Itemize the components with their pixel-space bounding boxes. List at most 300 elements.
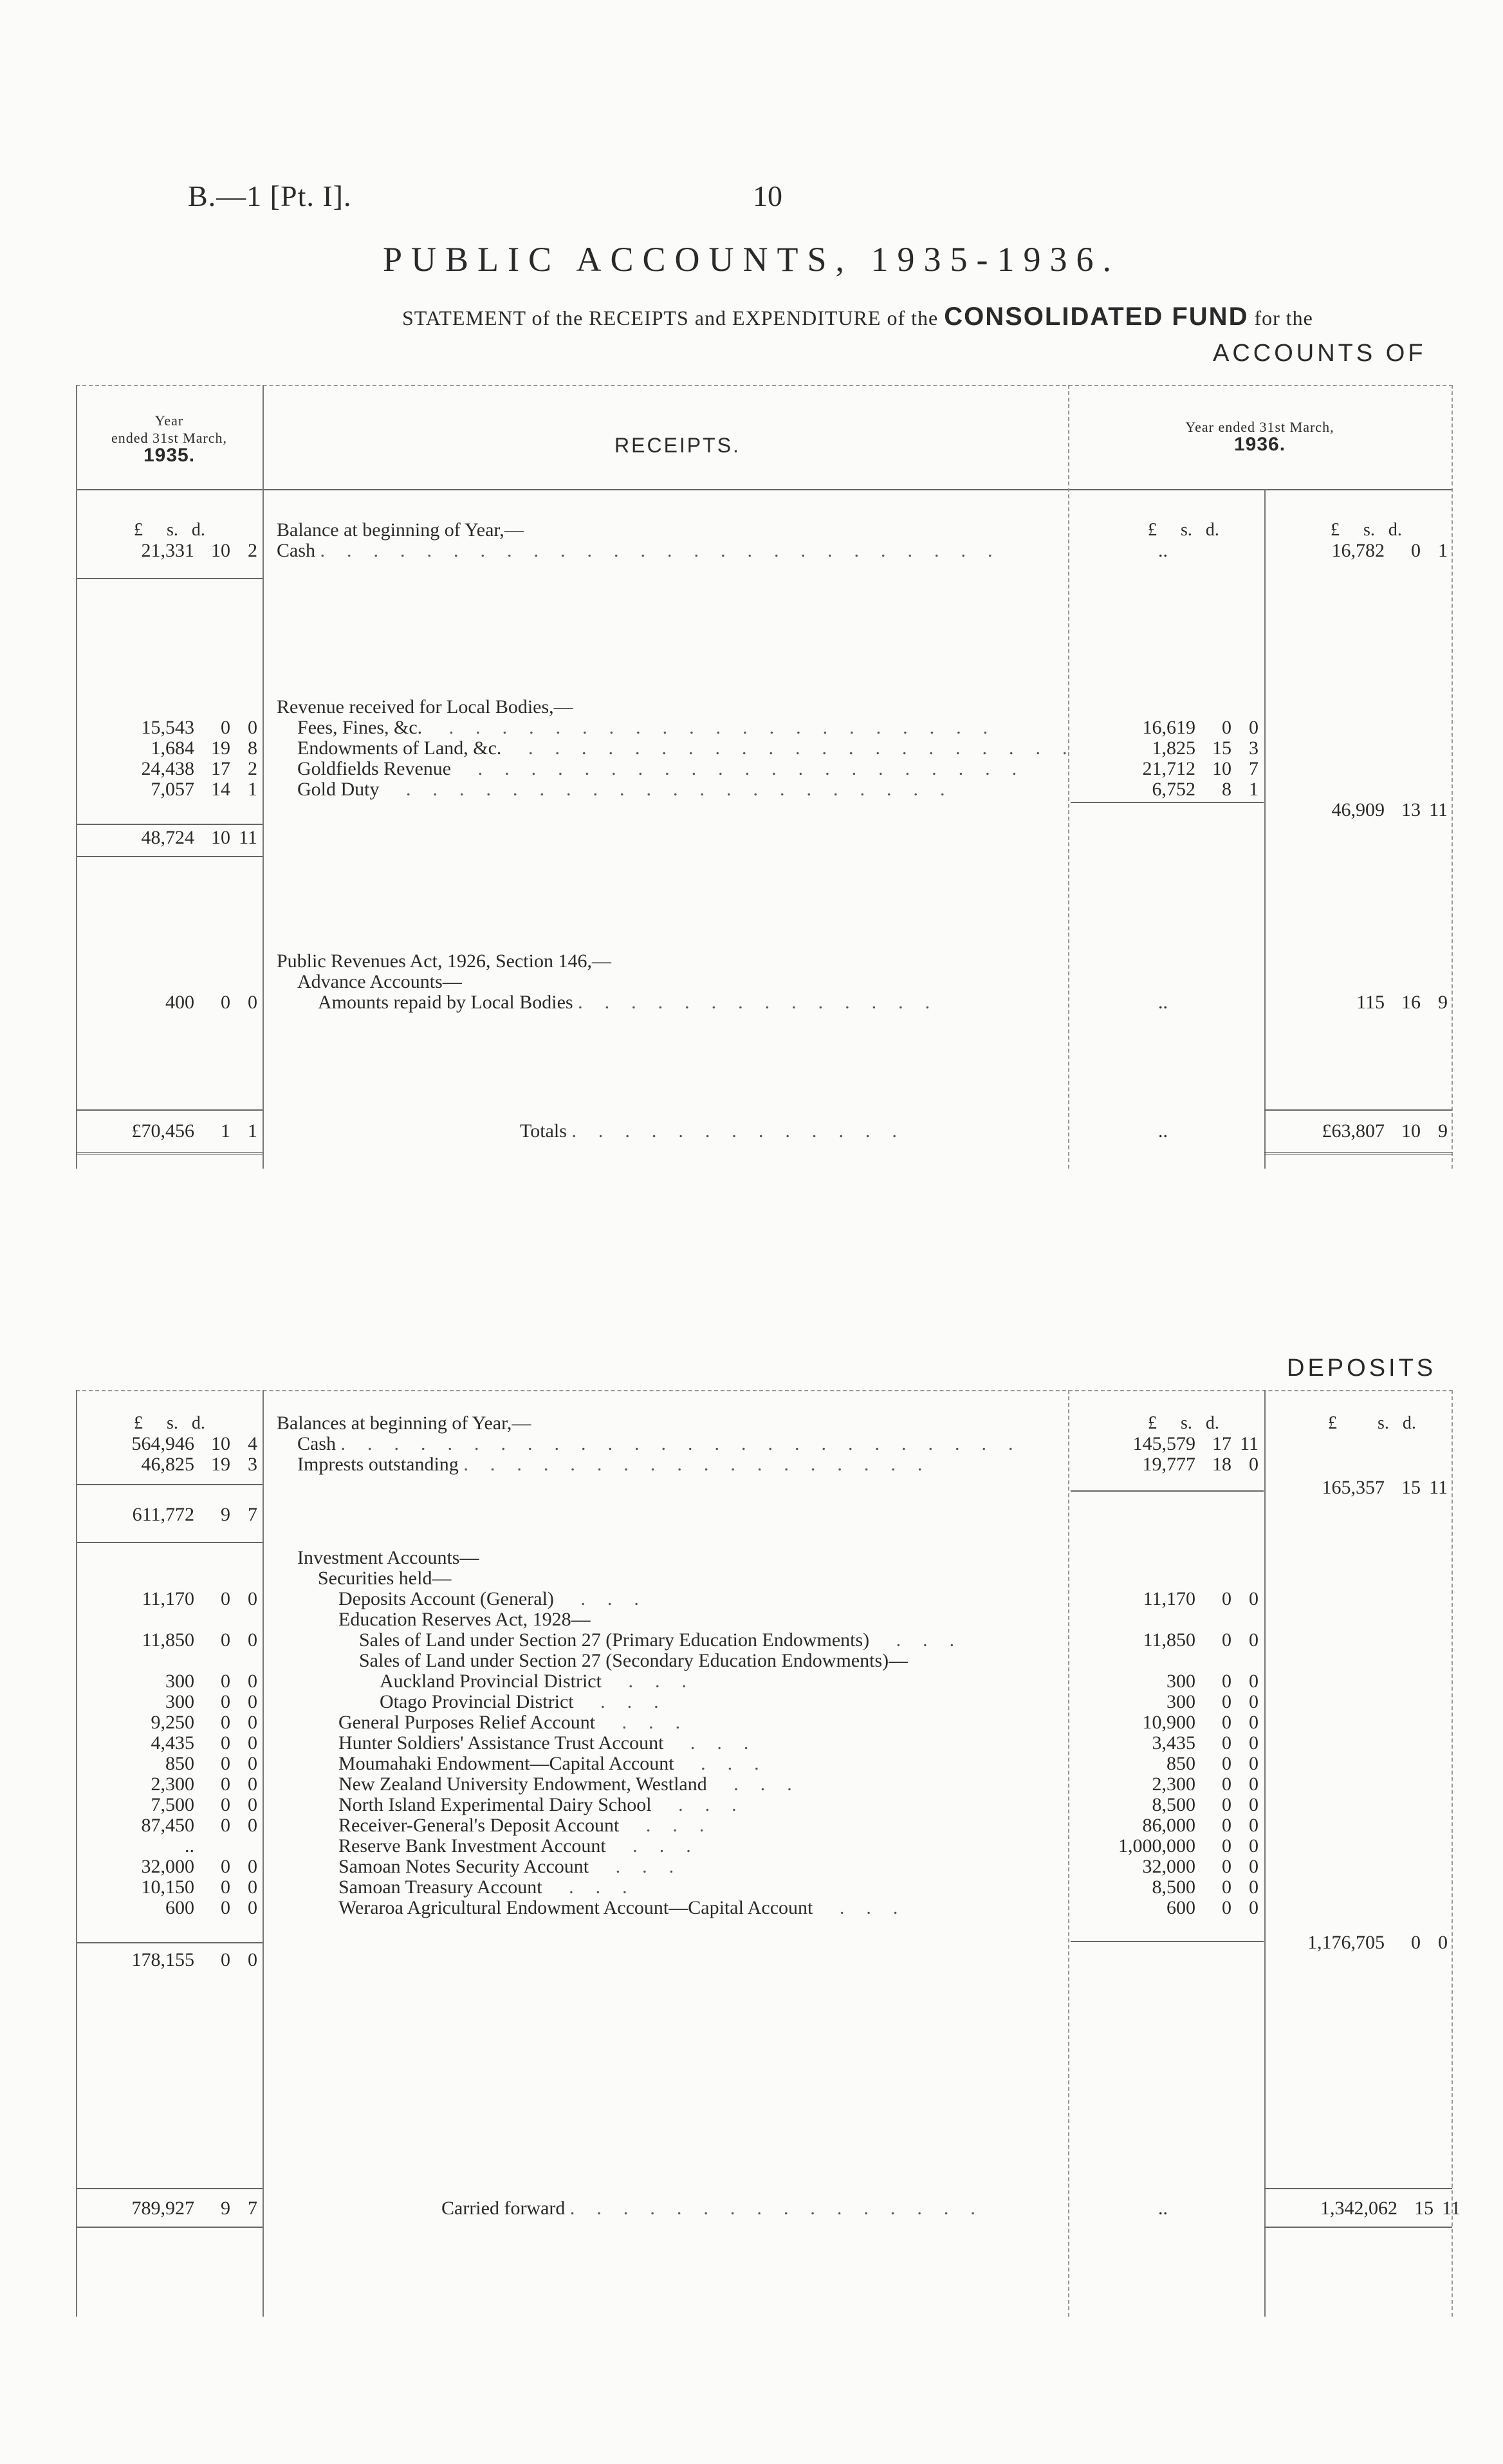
pence: 0: [1249, 1876, 1259, 1898]
revenue-row: [297, 738, 1089, 759]
pra-row: [318, 992, 952, 1013]
shillings: 0: [1411, 1932, 1421, 1953]
leader-dots: ...: [553, 1588, 661, 1609]
shillings: 15: [1212, 737, 1231, 759]
pound-sign: £: [134, 520, 143, 540]
investment-label: Otago Provincial District: [380, 1691, 574, 1712]
pence: 9: [1438, 1120, 1448, 1142]
pounds: 115: [1356, 992, 1385, 1013]
pence: 1: [248, 779, 257, 800]
investment-label: Education Reserves Act, 1928—: [338, 1609, 591, 1630]
revenue-row: [297, 779, 967, 800]
pounds: 4,435: [151, 1732, 194, 1754]
shillings: 0: [1222, 1588, 1231, 1609]
pence: 0: [248, 1588, 257, 1609]
shillings: 17: [211, 758, 230, 779]
totals-prev-amount: [132, 1121, 258, 1142]
subtotal-rule: [77, 1484, 263, 1485]
leader-dots: ...: [542, 1876, 649, 1898]
pence: 0: [248, 1732, 257, 1754]
pence: 0: [248, 1856, 257, 1877]
page-number: 10: [753, 180, 782, 212]
investment-label: Auckland Provincial District: [380, 1671, 602, 1692]
imprests-prev: [142, 1454, 258, 1475]
pounds: 165,357: [1322, 1477, 1385, 1498]
investment-curr-amount: [1166, 1754, 1259, 1774]
leader-dots: ...: [813, 1897, 920, 1918]
investment-prev-amount: [151, 1795, 258, 1815]
investment-label: Sales of Land under Section 27 (Secondary Education Endowments)—: [359, 1650, 908, 1671]
pounds: 300: [1166, 1691, 1195, 1712]
pounds: 8,500: [1152, 1876, 1195, 1898]
carried-prev: [132, 2198, 258, 2219]
pounds: 6,752: [1152, 779, 1195, 800]
shillings: 0: [1222, 1671, 1231, 1692]
revenue-prev-total: [142, 828, 258, 848]
pence: 0: [1249, 1588, 1259, 1609]
balances-curr-total: [1322, 1477, 1448, 1498]
pence: 1: [1249, 779, 1259, 800]
investment-prev-amount: [185, 1836, 257, 1857]
pence: 9: [1438, 992, 1448, 1013]
investment-label: Reserve Bank Investment Account: [338, 1835, 606, 1857]
leader-dots: ...: [573, 1691, 681, 1712]
pounds: 21,712: [1142, 758, 1195, 779]
leader-dots: ..................: [463, 1454, 945, 1475]
pence: 0: [1249, 1856, 1259, 1877]
pence: 0: [1249, 717, 1259, 738]
investment-prev-amount: [165, 1671, 257, 1692]
pounds: 600: [1166, 1897, 1195, 1918]
prev-year-l2: ended 31st March,: [111, 430, 228, 446]
shillings: 1: [221, 1120, 230, 1142]
curr-year-l2: 1936.: [1233, 434, 1286, 455]
pence-sign: d.: [191, 1413, 205, 1433]
shillings: 10: [211, 540, 230, 561]
shillings: 0: [221, 1629, 230, 1651]
pence: 0: [1249, 1897, 1259, 1918]
carried-curr: [1320, 2198, 1461, 2219]
carried-top-rule: [1264, 2188, 1452, 2189]
leader-dots: ..............: [578, 992, 952, 1013]
shilling-sign: s.: [1363, 520, 1375, 540]
table-top-rule: [76, 385, 1453, 386]
pound-sign: £: [1148, 520, 1157, 540]
pence: 0: [248, 717, 257, 738]
investment-row: [338, 1836, 713, 1857]
pence: 8: [248, 737, 257, 759]
investment-curr-amount: [1152, 1774, 1259, 1795]
prev-year-l1: Year: [154, 412, 184, 429]
investment-label: Samoan Notes Security Account: [338, 1856, 589, 1877]
subtitle-pre: STATEMENT of the RECEIPTS and EXPENDITURE of the: [402, 306, 939, 329]
imprests-curr: [1143, 1454, 1259, 1475]
pounds: 3,435: [1152, 1732, 1195, 1754]
pounds: 11,170: [142, 1588, 194, 1609]
pence: 0: [1249, 1712, 1259, 1733]
pence: 0: [248, 1815, 257, 1836]
revenue-prev-amount: [151, 738, 258, 759]
investment-label: Samoan Treasury Account: [338, 1876, 542, 1898]
pence-sign: d.: [191, 520, 205, 540]
investment-prev-total: [132, 1950, 258, 1970]
investment-row: [380, 1692, 681, 1712]
pence: 1: [248, 1120, 257, 1142]
curr-year-l1: Year ended 31st March,: [1185, 419, 1334, 435]
pra-prev-amount: [165, 992, 257, 1013]
imprests-label: Imprests outstanding: [297, 1454, 459, 1475]
shillings: 0: [1222, 717, 1231, 738]
pence: 0: [248, 1949, 257, 1970]
investment-row: [338, 1815, 726, 1836]
pence: 11: [1429, 1477, 1448, 1498]
carried-row: [441, 2198, 997, 2219]
statement-subtitle: [402, 302, 1313, 331]
shillings: 0: [221, 1815, 230, 1836]
pence: 0: [248, 992, 257, 1013]
pounds: 850: [165, 1753, 194, 1774]
pence: 4: [248, 1433, 257, 1454]
pence: 0: [1249, 1454, 1259, 1475]
securities-heading: Securities held—: [318, 1568, 452, 1589]
deposits-heading: DEPOSITS: [1287, 1355, 1437, 1382]
totals-curr-detail: ..: [1158, 1120, 1168, 1142]
leader-dots: ...: [651, 1794, 759, 1815]
leader-dots: ...: [663, 1732, 771, 1754]
header-bottom-rule: [76, 489, 1453, 490]
pounds: 46,825: [141, 1454, 194, 1475]
leader-dots: .....................: [451, 758, 1039, 779]
pounds: 1,825: [1152, 737, 1195, 759]
pence: 0: [1249, 1835, 1259, 1857]
shilling-sign: s.: [1181, 520, 1192, 540]
leader-dots: ...: [595, 1712, 703, 1733]
pence: 0: [1438, 1932, 1448, 1953]
investment-label: General Purposes Relief Account: [338, 1712, 596, 1733]
shillings: 9: [221, 1504, 230, 1525]
revenue-label: Endowments of Land, &c.: [297, 737, 502, 759]
pounds: 850: [1166, 1753, 1195, 1774]
shilling-sign: s.: [1378, 1413, 1389, 1433]
shilling-sign: s.: [1181, 1413, 1192, 1433]
investment-prev-amount: [151, 1712, 258, 1733]
investment-curr-amount: [1166, 1671, 1259, 1692]
shillings: 0: [1222, 1774, 1231, 1795]
investment-curr-amount: [1143, 1815, 1259, 1836]
revenue-curr-total: [1332, 800, 1448, 820]
investment-prev-amount: [151, 1774, 258, 1795]
totals-double-rule: [76, 1152, 263, 1156]
subtotal-rule: [77, 1942, 263, 1943]
pounds: 789,927: [131, 2198, 194, 2219]
pounds: 9,250: [151, 1712, 194, 1733]
investment-prev-amount: [142, 1815, 258, 1836]
investment-curr-amount: [1143, 1857, 1259, 1877]
pounds: 32,000: [141, 1856, 194, 1877]
investment-curr-amount: [1152, 1733, 1259, 1754]
pence: 0: [1249, 1691, 1259, 1712]
revenue-label: Gold Duty: [297, 779, 380, 800]
cash-curr-total: [1332, 541, 1448, 561]
totals-label: Totals: [520, 1120, 567, 1142]
leader-dots: .....................: [379, 779, 967, 800]
pounds: 1,684: [151, 737, 194, 759]
investment-label: Sales of Land under Section 27 (Primary Education Endowments): [359, 1629, 870, 1651]
col-rule: [1452, 385, 1453, 1169]
shillings: 15: [1414, 2198, 1434, 2219]
pound-sign: £: [1148, 1413, 1157, 1433]
pence: 11: [1240, 1433, 1259, 1454]
investment-row: [338, 1774, 814, 1795]
cash-label: Cash: [277, 540, 315, 561]
investment-label: New Zealand University Endowment, Westland: [338, 1774, 707, 1795]
investment-label: Weraroa Agricultural Endowment Account—Capital Account: [338, 1897, 813, 1918]
section-reference: B.—1 [Pt. I].: [188, 180, 352, 212]
pence: 0: [248, 1774, 257, 1795]
carried-bottom-rule: [1264, 2227, 1452, 2228]
investment-label: Hunter Soldiers' Assistance Trust Account: [338, 1732, 664, 1754]
pra-curr-detail: ..: [1158, 992, 1168, 1013]
pence: 0: [1249, 1753, 1259, 1774]
pounds: 24,438: [141, 758, 194, 779]
pounds: £70,456: [131, 1120, 194, 1142]
carried-top-rule: [76, 2188, 263, 2189]
shillings: 10: [211, 827, 230, 848]
leader-dots: ...: [674, 1753, 781, 1774]
investment-row: [380, 1671, 708, 1692]
lsd-heading-prev: [134, 1413, 205, 1434]
pence-sign: d.: [1205, 1413, 1219, 1433]
pence: 0: [248, 1897, 257, 1918]
shillings: 10: [1212, 758, 1231, 779]
pounds: 10,900: [1142, 1712, 1195, 1733]
subtotal-rule: [1071, 1941, 1264, 1942]
pra-curr-total: [1356, 992, 1448, 1013]
pounds: 400: [165, 992, 194, 1013]
pence: 11: [239, 827, 257, 848]
subtotal-rule: [1071, 1490, 1264, 1492]
pounds: 600: [165, 1897, 194, 1918]
investment-label: North Island Experimental Dairy School: [338, 1794, 652, 1815]
col-rule: [1068, 385, 1069, 1169]
investment-curr-amount: [1152, 1877, 1259, 1898]
shillings: 0: [221, 1949, 230, 1970]
shillings: 0: [221, 1774, 230, 1795]
pound-sign: £: [134, 1413, 143, 1433]
investment-row: [338, 1754, 781, 1774]
pounds: 564,946: [131, 1433, 194, 1454]
pounds: 300: [165, 1691, 194, 1712]
leader-dots: ................: [569, 2198, 997, 2219]
carried-bottom-rule: [76, 2227, 263, 2228]
subtotal-rule: [77, 1542, 263, 1543]
leader-dots: ...: [605, 1835, 713, 1857]
pounds: 1,000,000: [1118, 1835, 1195, 1857]
pence: 7: [1249, 758, 1259, 779]
investment-curr-total: [1307, 1932, 1448, 1953]
investment-curr-amount: [1143, 1589, 1259, 1609]
shillings: 15: [1401, 1477, 1421, 1498]
investment-curr-amount: [1118, 1836, 1259, 1857]
leader-dots: ..........................: [320, 540, 1015, 561]
pounds: 11,850: [142, 1629, 194, 1651]
balances-prev-total: [133, 1505, 257, 1525]
leader-dots: .............: [571, 1120, 919, 1142]
investment-curr-amount: [1152, 1795, 1259, 1815]
pence: 0: [248, 1876, 257, 1898]
col-rule: [1068, 1390, 1069, 2317]
pounds: 16,619: [1142, 717, 1195, 738]
shillings: 0: [1222, 1815, 1231, 1836]
pence: 0: [248, 1712, 257, 1733]
shilling-sign: s.: [167, 1413, 178, 1433]
lsd-heading-curr-detail: [1148, 520, 1219, 541]
carried-label: Carried forward: [441, 2198, 566, 2219]
shillings: 0: [221, 1732, 230, 1754]
totals-top-rule: [1264, 1109, 1452, 1111]
revenue-curr-amount: [1143, 718, 1259, 738]
revenue-label: Goldfields Revenue: [297, 758, 452, 779]
investment-label: Moumahaki Endowment—Capital Account: [338, 1753, 674, 1774]
pence: 3: [1249, 737, 1259, 759]
leader-dots: ...: [589, 1856, 696, 1877]
accounts-of-heading: ACCOUNTS OF: [1213, 340, 1426, 367]
pounds: £63,807: [1322, 1120, 1385, 1142]
investment-row: [338, 1877, 649, 1898]
investment-prev-amount: [151, 1733, 258, 1754]
dep-cash-label: Cash: [297, 1433, 336, 1454]
investment-prev-amount: [142, 1857, 258, 1877]
pence: 1: [1438, 540, 1448, 561]
leader-dots: ...: [869, 1629, 977, 1651]
pound-sign: £: [1331, 520, 1340, 540]
pence: 0: [248, 1691, 257, 1712]
investment-label: Deposits Account (General): [338, 1588, 554, 1609]
col-rule: [1264, 489, 1266, 1169]
pence: 2: [248, 758, 257, 779]
shillings: 0: [221, 1876, 230, 1898]
investment-prev-amount: [142, 1877, 258, 1898]
pounds: 7,057: [151, 779, 194, 800]
pounds: 1,176,705: [1307, 1932, 1385, 1953]
shillings: 9: [221, 2198, 230, 2219]
shillings: 10: [211, 1433, 230, 1454]
shillings: 0: [221, 1588, 230, 1609]
investment-prev-amount: [142, 1630, 257, 1651]
col-rule: [1264, 1390, 1266, 2317]
pounds: 7,500: [151, 1794, 194, 1815]
leader-dots: ...: [601, 1671, 708, 1692]
investment-curr-amount: [1143, 1712, 1259, 1733]
subtitle-fund: CONSOLIDATED FUND: [944, 302, 1249, 331]
investment-row: [359, 1630, 976, 1651]
revenue-curr-amount: [1152, 779, 1259, 800]
shillings: 0: [221, 1691, 230, 1712]
shillings: 18: [1212, 1454, 1231, 1475]
pounds: 8,500: [1152, 1794, 1195, 1815]
pence: 0: [1249, 1794, 1259, 1815]
shillings: 0: [1222, 1856, 1231, 1877]
shillings: 0: [1222, 1753, 1231, 1774]
leader-dots: ...: [619, 1815, 726, 1836]
pounds: 611,772: [132, 1504, 194, 1525]
investment-row: [338, 1589, 661, 1609]
pence: 0: [1249, 1774, 1259, 1795]
revenue-row: [297, 759, 1038, 779]
col-rule: [263, 1390, 264, 2317]
curr-year-header: [1069, 418, 1450, 454]
lsd-heading-prev: [134, 520, 205, 541]
shillings: 13: [1401, 799, 1421, 820]
leader-dots: .....................: [422, 717, 1010, 738]
col-rule: [1452, 1390, 1453, 2317]
pounds: 21,331: [141, 540, 194, 561]
investment-curr-amount: [1166, 1898, 1259, 1918]
revenue-row: [297, 718, 1010, 738]
investment-prev-amount: [165, 1754, 257, 1774]
pounds: 86,000: [1142, 1815, 1195, 1836]
shillings: 16: [1401, 992, 1421, 1013]
dep-cash-prev: [132, 1434, 258, 1454]
pence: 0: [248, 1753, 257, 1774]
pounds: 11,170: [1143, 1588, 1195, 1609]
totals-row: [520, 1121, 919, 1142]
cash-row: [277, 541, 1015, 561]
carried-curr-detail: ..: [1158, 2198, 1168, 2219]
revenue-curr-amount: [1143, 759, 1259, 779]
shillings: 17: [1212, 1433, 1231, 1454]
shillings: 0: [221, 992, 230, 1013]
shillings: 19: [211, 737, 230, 759]
shillings: 0: [1222, 1712, 1231, 1733]
pounds: 11,850: [1143, 1629, 1195, 1651]
investment-curr-amount: [1143, 1630, 1259, 1651]
pounds: 145,579: [1132, 1433, 1195, 1454]
shillings: 0: [221, 1671, 230, 1692]
pence: 0: [1249, 1732, 1259, 1754]
shillings: 19: [211, 1454, 230, 1475]
pence: 11: [1429, 799, 1448, 820]
shillings: 0: [1222, 1691, 1231, 1712]
shillings: 0: [1222, 1629, 1231, 1651]
shillings: 10: [1401, 1120, 1421, 1142]
lsd-heading-curr-total: [1331, 520, 1402, 541]
pounds: 1,342,062: [1320, 2198, 1397, 2219]
shillings: 8: [1222, 779, 1231, 800]
pence: 0: [1249, 1815, 1259, 1836]
pence: 0: [248, 1671, 257, 1692]
imprests-row: [297, 1454, 944, 1475]
pounds: 300: [165, 1671, 194, 1692]
investment-row: [359, 1651, 908, 1671]
pence: 3: [248, 1454, 257, 1475]
investment-prev-amount: [165, 1692, 257, 1712]
investment-row: [338, 1609, 591, 1630]
dep-cash-curr: [1133, 1434, 1259, 1454]
subtotal-rule: [77, 856, 263, 857]
leader-dots: ..........................: [340, 1433, 1035, 1454]
pence-sign: d.: [1388, 520, 1402, 540]
balance-heading: Balance at beginning of Year,—: [277, 519, 524, 541]
pounds: 300: [1166, 1671, 1195, 1692]
shillings: 0: [1222, 1732, 1231, 1754]
revenue-prev-amount: [151, 779, 258, 800]
revenue-prev-amount: [142, 759, 258, 779]
cash-prev-amount: [142, 541, 258, 561]
pounds: 10,150: [141, 1876, 194, 1898]
pound-sign: £: [1328, 1413, 1337, 1433]
pence: 11: [1442, 2198, 1461, 2219]
